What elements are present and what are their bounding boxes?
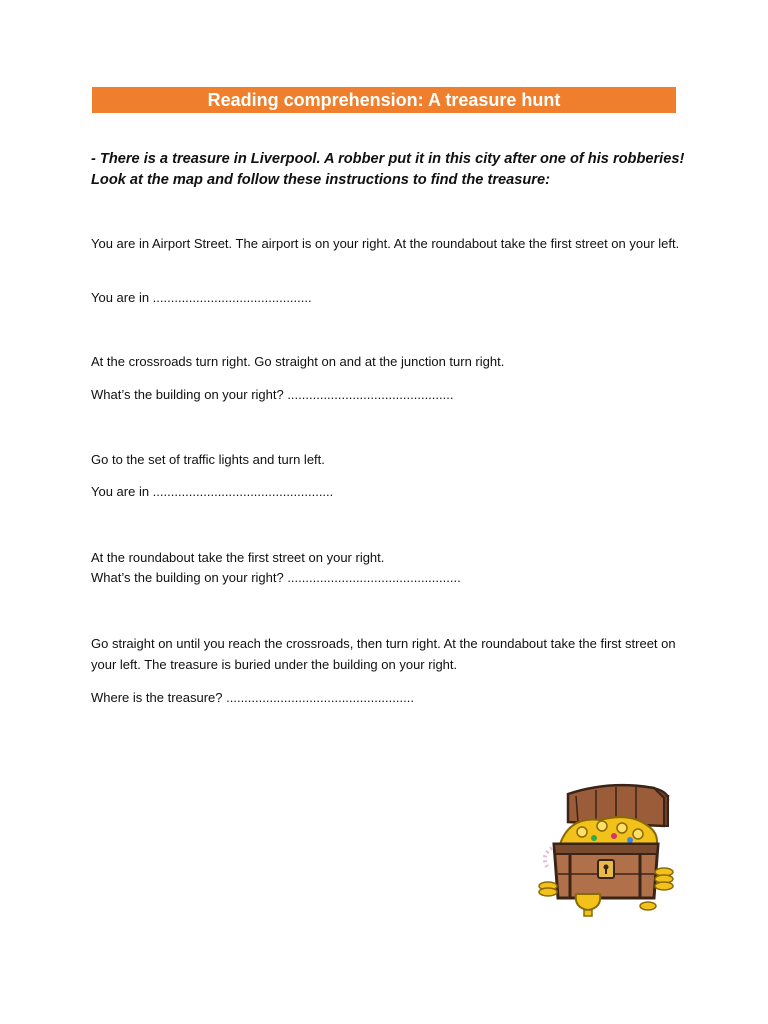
step-1-instruction: You are in Airport Street. The airport is on your right. At the roundabout take the first street on your left. [91, 236, 680, 251]
treasure-chest-icon [530, 782, 680, 922]
step-2-instruction: At the crossroads turn right. Go straight on and at the junction turn right. [91, 354, 505, 369]
page-title: Reading comprehension: A treasure hunt [92, 87, 676, 113]
intro-paragraph: - There is a treasure in Liverpool. A robber put it in this city after one of his robberies! Look at the map and follow these instructions to find the treasure: [91, 151, 685, 188]
step-4-question: What’s the building on your right? ................................................ [91, 570, 461, 585]
step-4-instruction: At the roundabout take the first street on your right. [91, 550, 385, 565]
step-5-question: Where is the treasure? .................................................... [91, 690, 414, 705]
step-3-instruction: Go to the set of traffic lights and turn left. [91, 452, 325, 467]
step-3-question: You are in .................................................. [91, 484, 334, 499]
step-5-instruction: Go straight on until you reach the crossroads, then turn right. At the roundabout take the first street on your left. The treasure is buried under the building on your right. [91, 636, 676, 672]
step-1-question: You are in ............................................ [91, 290, 312, 305]
step-2-question: What’s the building on your right? .............................................. [91, 387, 454, 402]
